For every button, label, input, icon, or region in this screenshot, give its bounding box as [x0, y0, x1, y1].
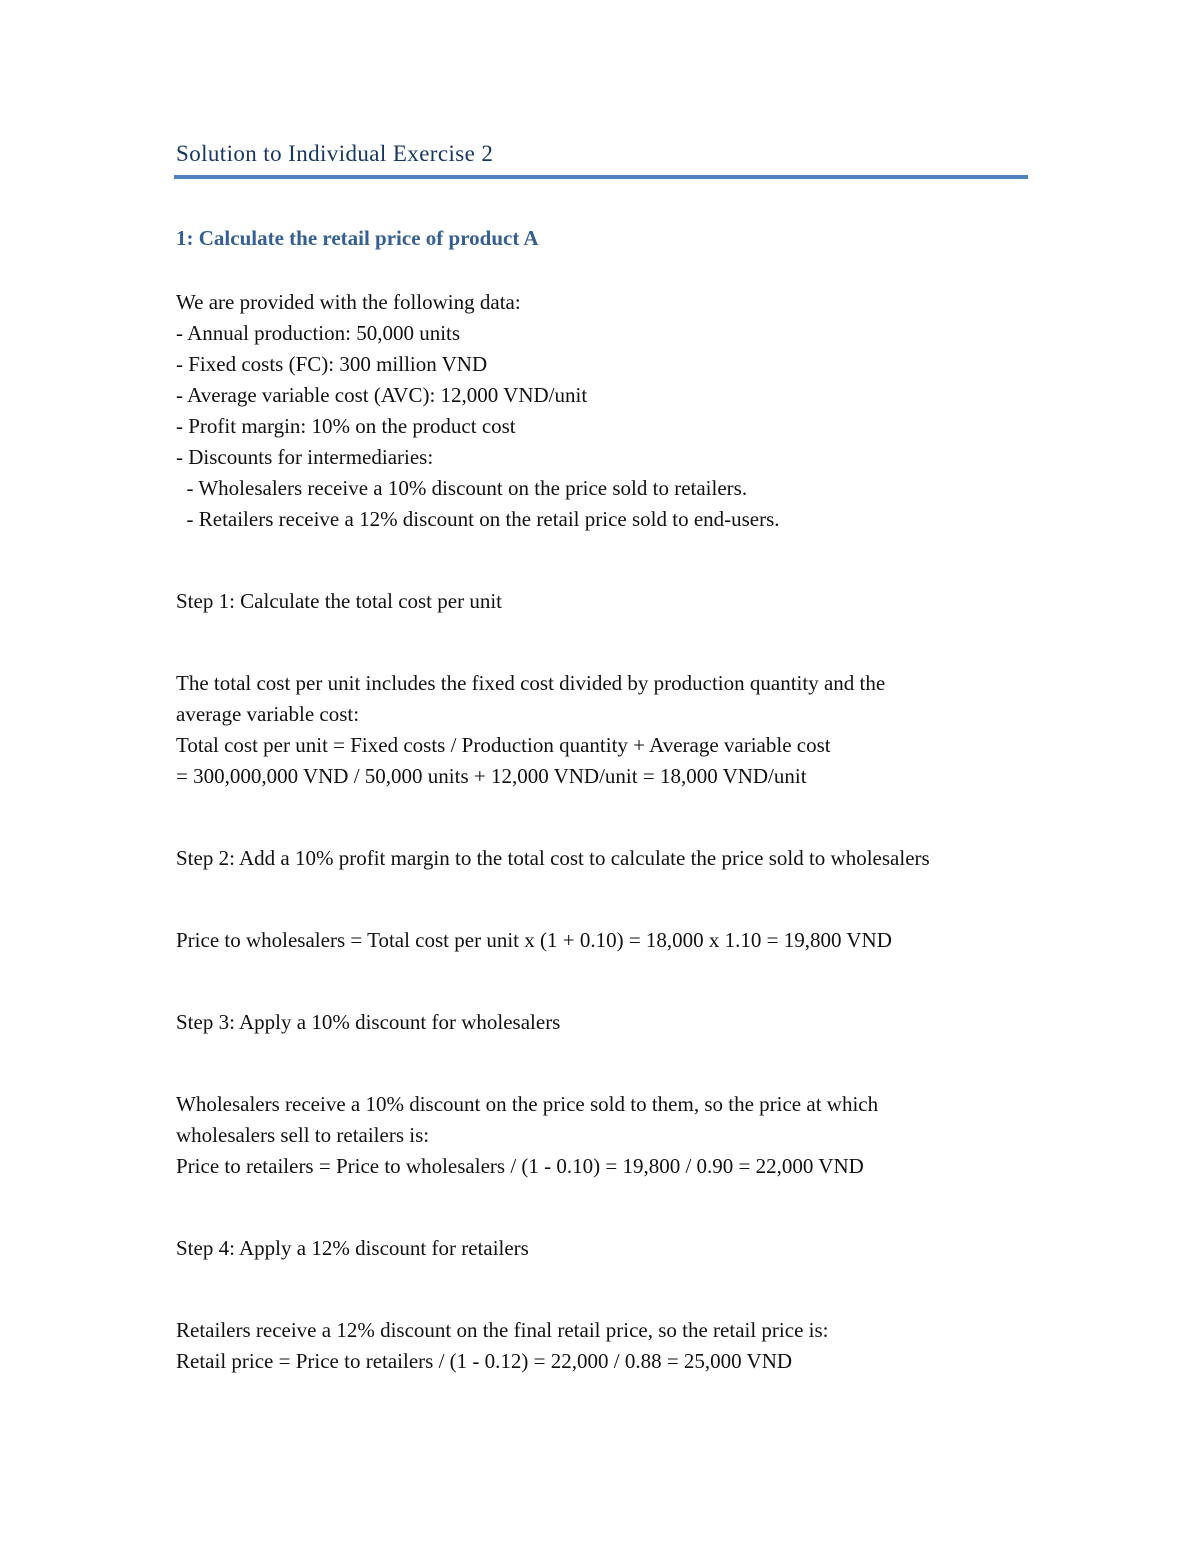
step1-formula: Total cost per unit = Fixed costs / Production quantity + Average variable cost [176, 733, 831, 757]
step2-formula: Price to wholesalers = Total cost per unit x (1 + 0.10) = 18,000 x 1.10 = 19,800 VND [176, 928, 892, 952]
step3-formula: Price to retailers = Price to wholesalers / (1 - 0.10) = 19,800 / 0.90 = 22,000 VND [176, 1154, 864, 1178]
given-item-avc: - Average variable cost (AVC): 12,000 VND/unit [176, 383, 588, 407]
given-item-production: - Annual production: 50,000 units [176, 321, 461, 345]
section-heading: 1: Calculate the retail price of product A [176, 226, 539, 250]
step4-formula: Retail price = Price to retailers / (1 - 0.12) = 22,000 / 0.88 = 25,000 VND [176, 1349, 793, 1373]
given-item-profit-margin: - Profit margin: 10% on the product cost [176, 414, 516, 438]
step4-title: Step 4: Apply a 12% discount for retailers [176, 1236, 529, 1260]
step1-text: The total cost per unit includes the fixed cost divided by production quantity and the [176, 671, 886, 695]
given-subitem-wholesalers: - Wholesalers receive a 10% discount on the price sold to retailers. [176, 476, 748, 500]
step1-text: average variable cost: [176, 702, 360, 726]
given-item-fixed-costs: - Fixed costs (FC): 300 million VND [176, 352, 488, 376]
given-item-discounts: - Discounts for intermediaries: [176, 445, 434, 469]
step2-title: Step 2: Add a 10% profit margin to the total cost to calculate the price sold to wholesalers [176, 846, 930, 870]
step1-title: Step 1: Calculate the total cost per unit [176, 589, 503, 613]
step4-text: Retailers receive a 12% discount on the final retail price, so the retail price is: [176, 1318, 829, 1342]
step1-result: = 300,000,000 VND / 50,000 units + 12,000 VND/unit = 18,000 VND/unit [176, 764, 807, 788]
intro-text: We are provided with the following data: [176, 290, 521, 314]
document-title: Solution to Individual Exercise 2 [176, 141, 494, 166]
title-underline-rule [174, 175, 1028, 179]
step3-text: Wholesalers receive a 10% discount on the price sold to them, so the price at which [176, 1092, 879, 1116]
step3-title: Step 3: Apply a 10% discount for wholesalers [176, 1010, 561, 1034]
given-subitem-retailers: - Retailers receive a 12% discount on the retail price sold to end-users. [176, 507, 780, 531]
step3-text: wholesalers sell to retailers is: [176, 1123, 430, 1147]
